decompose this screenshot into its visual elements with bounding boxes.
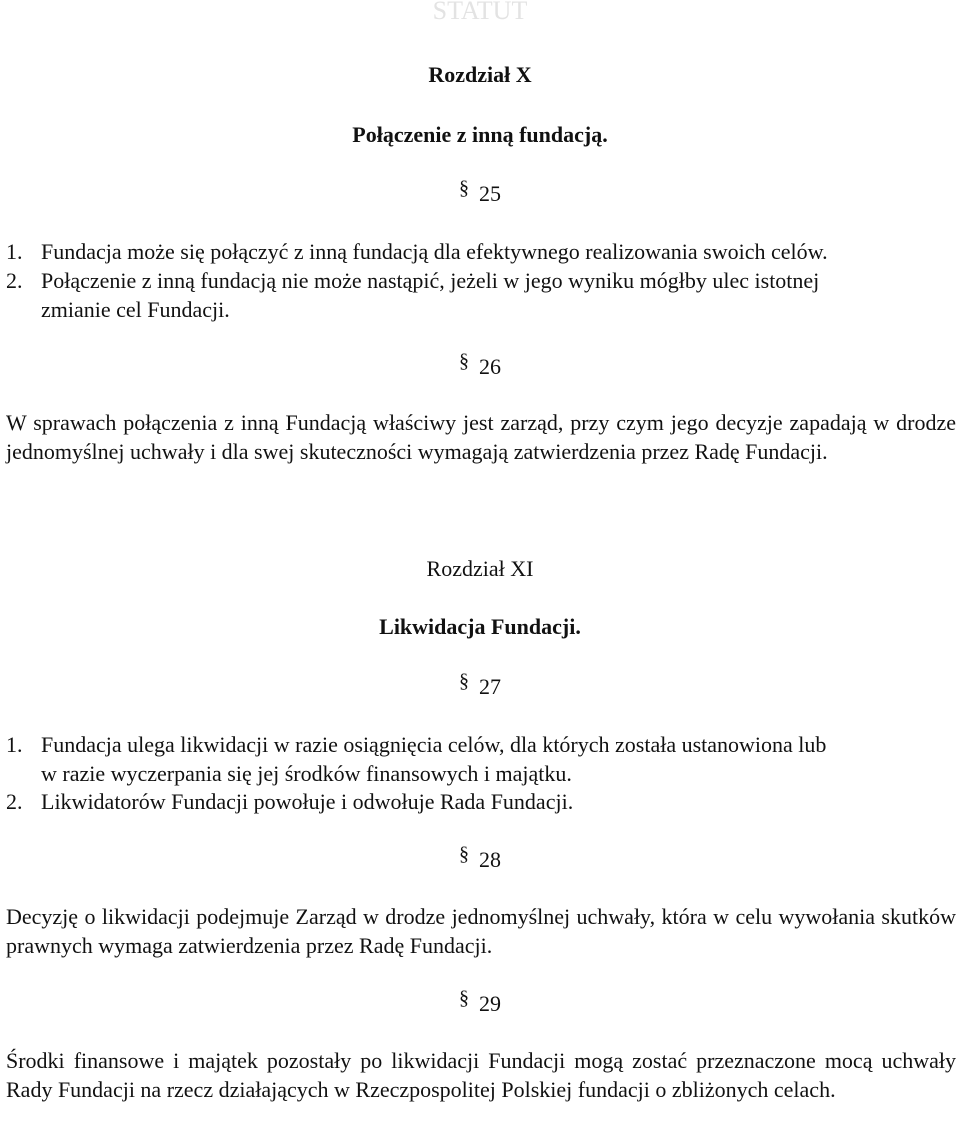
item-text: Fundacja może się połączyć z inną fundacją dla efektywnego realizowania swoich celów. [41, 239, 828, 264]
section-number: 25 [479, 181, 501, 206]
section-symbol: § [459, 670, 469, 692]
item-number: 2. [6, 789, 23, 814]
section-symbol: § [459, 177, 469, 199]
section-number: 28 [479, 847, 501, 872]
item-text: Likwidatorów Fundacji powołuje i odwołuje Rada Fundacji. [41, 789, 574, 814]
item-text-line-1: Połączenie z inną fundacją nie może nastąpić, jeżeli w jego wyniku mógłby ulec istotnej [41, 268, 820, 293]
chapter-xi-subtitle: Likwidacja Fundacji. [379, 614, 581, 639]
article-28-paragraph: Decyzję o likwidacji podejmuje Zarząd w drodze jednomyślnej uchwały, która w celu wywołania skutków prawnych wymaga zatwierdzenia przez Radę Fundacji. [6, 904, 956, 958]
article-29-paragraph: Środki finansowe i majątek pozostały po likwidacji Fundacji mogą zostać przeznaczone mocą uchwały Rady Fundacji na rzecz działających w Rzeczpospolitej Polskiej fundacji o zbliżonych celach. [6, 1048, 956, 1102]
chapter-xi-title: Rozdział XI [426, 556, 534, 581]
section-number: 26 [479, 354, 501, 379]
section-25-heading [0, 177, 960, 209]
section-symbol: § [459, 843, 469, 865]
article-27-item-2 [6, 787, 956, 816]
section-26-heading [0, 350, 960, 382]
section-number: 29 [479, 991, 501, 1016]
article-25-item-2 [6, 266, 956, 324]
item-number: 1. [6, 732, 23, 757]
section-28-heading [0, 843, 960, 875]
chapter-x-subtitle: Połączenie z inną fundacją. [352, 122, 608, 147]
section-number: 27 [479, 674, 501, 699]
article-26-paragraph: W sprawach połączenia z inną Fundacją właściwy jest zarząd, przy czym jego decyzje zapadają w drodze jednomyślnej uchwały i dla swej skuteczności wymagają zatwierdzenia przez Radę Fundacji. [6, 410, 956, 464]
item-number: 1. [6, 239, 23, 264]
watermark-header: STATUT [432, 0, 528, 25]
section-27-heading [0, 670, 960, 702]
article-25-item-1 [6, 237, 956, 266]
item-number: 2. [6, 268, 23, 293]
section-29-heading [0, 987, 960, 1019]
item-text-line-1: Fundacja ulega likwidacji w razie osiągnięcia celów, dla których została ustanowiona lub [41, 732, 827, 757]
item-text-line-2: zmianie cel Fundacji. [41, 297, 230, 322]
item-text-line-2: w razie wyczerpania się jej środków finansowych i majątku. [41, 761, 572, 786]
article-27-item-1 [6, 730, 956, 788]
section-symbol: § [459, 350, 469, 372]
section-symbol: § [459, 987, 469, 1009]
chapter-x-title: Rozdział X [428, 62, 532, 87]
